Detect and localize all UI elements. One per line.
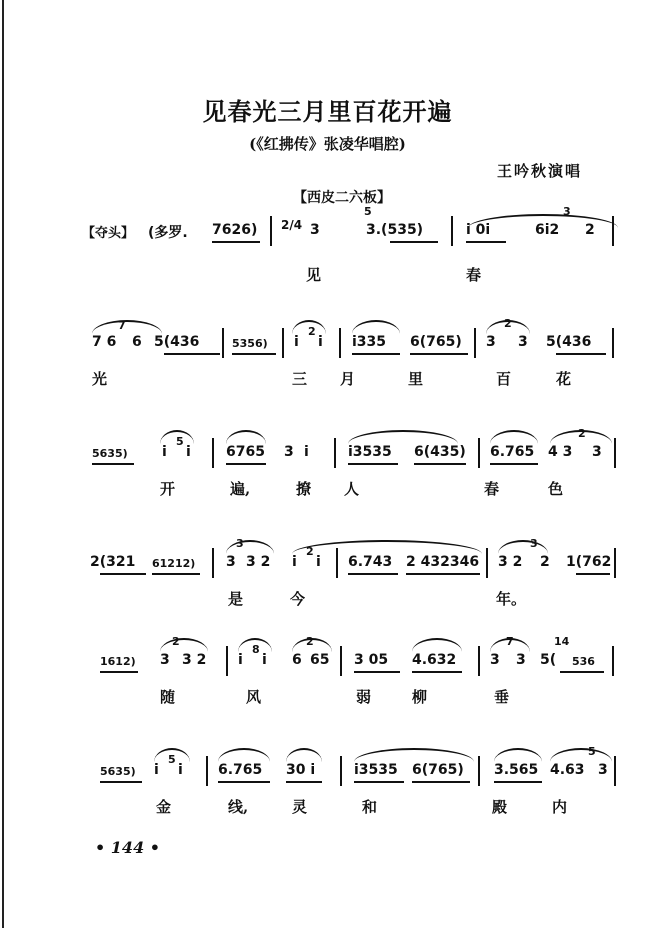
notation-row	[0, 317, 655, 360]
note-group: 536	[572, 655, 595, 668]
slur	[490, 430, 538, 444]
lyric: 殿	[492, 798, 508, 816]
note-group: 5635)	[100, 765, 136, 778]
note-group: i3535	[354, 762, 398, 778]
slur	[160, 635, 208, 652]
barline	[270, 216, 272, 246]
barline	[614, 438, 616, 468]
note-group: 7 6	[92, 334, 117, 350]
notation-row	[0, 635, 655, 678]
slur	[352, 320, 400, 334]
grace-note: 2	[306, 545, 314, 558]
lyrics-row	[0, 796, 655, 820]
barline	[614, 756, 616, 786]
underline	[560, 671, 604, 673]
grace-note: 2	[172, 635, 180, 648]
barline	[451, 216, 453, 246]
note-group: 3	[516, 652, 526, 668]
note-group: 【夺头】	[82, 226, 135, 241]
lyric: 风	[246, 688, 262, 706]
underline	[466, 241, 506, 243]
note-group: 2(321	[90, 554, 136, 570]
underline	[390, 241, 438, 243]
notation-row	[0, 427, 655, 470]
note-group: i	[316, 554, 321, 570]
note-group: 1(762	[566, 554, 612, 570]
lyric: 和	[362, 798, 378, 816]
note-group: i	[178, 762, 183, 778]
lyric: 春	[484, 480, 500, 498]
slur	[348, 430, 458, 444]
lyrics-row	[0, 368, 655, 392]
note-group: 3	[518, 334, 528, 350]
underline	[348, 573, 398, 575]
grace-note: 8	[252, 643, 260, 656]
slur	[550, 745, 612, 762]
note-group: 3	[284, 444, 294, 460]
slur	[292, 540, 482, 554]
underline	[494, 781, 542, 783]
note-group: 4.63	[550, 762, 585, 778]
underline	[100, 573, 146, 575]
slur	[226, 430, 266, 444]
slur	[226, 537, 274, 554]
underline	[286, 781, 322, 783]
grace-note: 7	[118, 319, 126, 332]
barline	[478, 438, 480, 468]
note-group: 6	[132, 334, 142, 350]
note-group: 5(436	[546, 334, 592, 350]
note-group: 65	[310, 652, 330, 668]
note-group: 4.632	[412, 652, 457, 668]
slur	[218, 748, 270, 762]
underline	[164, 353, 220, 355]
underline	[576, 573, 610, 575]
note-group: i	[294, 334, 299, 350]
lyric: 花	[556, 370, 572, 388]
grace-note: 7	[506, 635, 514, 648]
note-group: 5635)	[92, 447, 128, 460]
note-group: 5(436	[154, 334, 200, 350]
note-group: 3.(535)	[366, 222, 424, 238]
lyric: 柳	[412, 688, 428, 706]
note-group: 3.565	[494, 762, 539, 778]
note-group: i	[262, 652, 267, 668]
grace-note: 2	[578, 427, 586, 440]
barline	[474, 328, 476, 358]
lyric: 开	[160, 480, 176, 498]
lyric: 弱	[356, 688, 372, 706]
underline	[354, 781, 404, 783]
grace-note: 5	[168, 753, 176, 766]
barline	[226, 646, 228, 676]
lyric: 内	[552, 798, 568, 816]
underline	[100, 671, 138, 673]
barline	[334, 438, 336, 468]
note-group: 3	[486, 334, 496, 350]
underline	[100, 781, 142, 783]
note-group: i335	[352, 334, 387, 350]
lyric: 金	[156, 798, 172, 816]
lyric: 遍,	[230, 480, 251, 498]
note-group: i	[292, 554, 297, 570]
note-group: 5356)	[232, 337, 268, 350]
underline	[412, 781, 470, 783]
note-group: 6(765)	[410, 334, 462, 350]
underline	[412, 671, 462, 673]
note-group: i	[318, 334, 323, 350]
lyric: 百	[496, 370, 512, 388]
page-number: • 144 •	[95, 838, 160, 857]
lyric: 线,	[228, 798, 249, 816]
grace-note: 2	[308, 325, 316, 338]
note-group: 3	[592, 444, 602, 460]
notation-row	[0, 537, 655, 580]
underline	[414, 463, 466, 465]
barline	[612, 328, 614, 358]
note-group: 3 2	[182, 652, 207, 668]
note-group: 6(435)	[414, 444, 466, 460]
underline	[226, 463, 266, 465]
barline	[612, 646, 614, 676]
grace-note: 2	[306, 635, 314, 648]
note-group: i	[304, 444, 309, 460]
section-heading: 【西皮二六板】	[293, 190, 391, 206]
note-group: 3	[226, 554, 236, 570]
lyric: 里	[408, 370, 424, 388]
underline	[348, 463, 398, 465]
underline	[92, 463, 134, 465]
note-group: 30 i	[286, 762, 316, 778]
grace-note: 5	[364, 205, 372, 218]
barline	[212, 548, 214, 578]
time-signature: 2/4	[281, 218, 303, 232]
lyric: 今	[290, 590, 306, 608]
barline	[612, 216, 614, 246]
lyric: 灵	[292, 798, 308, 816]
underline	[406, 573, 480, 575]
note-group: i	[162, 444, 167, 460]
barline	[336, 548, 338, 578]
note-group: 3	[490, 652, 500, 668]
barline	[486, 548, 488, 578]
note-group: i	[154, 762, 159, 778]
note-group: 1612)	[100, 655, 136, 668]
grace-note: 3	[530, 537, 538, 550]
underline	[218, 781, 270, 783]
note-group: i	[238, 652, 243, 668]
score-line-4	[0, 537, 655, 650]
grace-note: 14	[554, 635, 570, 648]
slur	[412, 638, 462, 652]
note-group: 3	[160, 652, 170, 668]
slur	[494, 748, 542, 762]
lyric: 月	[340, 370, 356, 388]
barline	[282, 328, 284, 358]
score-line-5	[0, 635, 655, 748]
lyric: 垂	[494, 688, 510, 706]
note-group: 5(	[540, 652, 557, 668]
note-group: 6i2	[535, 222, 560, 238]
note-group: 3 2	[498, 554, 523, 570]
grace-note: 5	[176, 435, 184, 448]
note-group: 6	[292, 652, 302, 668]
note-group: i	[186, 444, 191, 460]
lyrics-row	[0, 256, 655, 284]
subtitle: (《红拂传》张凌华唱腔)	[249, 135, 406, 153]
barline	[339, 328, 341, 358]
underline	[232, 353, 276, 355]
barline	[340, 646, 342, 676]
grace-note: 3	[563, 205, 571, 218]
note-group: 6.765	[218, 762, 263, 778]
lyric: 是	[228, 590, 244, 608]
note-group: (多罗.	[148, 225, 188, 241]
barline	[340, 756, 342, 786]
lyric: 光	[92, 370, 108, 388]
barline	[614, 548, 616, 578]
note-group: 3	[598, 762, 608, 778]
score-line-1	[0, 205, 655, 318]
lyrics-row	[0, 686, 655, 710]
grace-note: 5	[588, 745, 596, 758]
note-group: 3	[310, 222, 320, 238]
slur	[498, 537, 548, 554]
grace-note: 3	[236, 537, 244, 550]
lyric: 撩	[296, 480, 312, 498]
lyric: 随	[160, 688, 176, 706]
underline	[354, 671, 400, 673]
note-group: 2	[585, 222, 595, 238]
underline	[212, 241, 260, 243]
barline	[222, 328, 224, 358]
barline	[206, 756, 208, 786]
note-group: 6(765)	[412, 762, 464, 778]
notation-row	[0, 205, 655, 248]
barline	[478, 756, 480, 786]
lyric: 三	[292, 370, 308, 388]
slur	[354, 748, 474, 762]
note-group: 7626)	[212, 222, 258, 238]
underline	[352, 353, 400, 355]
page-title: 见春光三月里百花开遍	[202, 98, 453, 126]
note-group: 2	[540, 554, 550, 570]
lyric: 见	[306, 266, 322, 284]
lyric: 色	[548, 480, 564, 498]
note-group: 6765	[226, 444, 265, 460]
notation-row	[0, 745, 655, 788]
slur	[92, 320, 162, 334]
note-group: i3535	[348, 444, 392, 460]
note-group: 2 432346	[406, 554, 480, 570]
lyric: 年。	[496, 590, 527, 608]
note-group: 6.743	[348, 554, 393, 570]
note-group: 61212)	[152, 557, 196, 570]
score-line-2	[0, 317, 655, 430]
lyric: 人	[344, 480, 360, 498]
underline	[152, 573, 200, 575]
note-group: 6.765	[490, 444, 535, 460]
underline	[556, 353, 606, 355]
note-group: 3 2	[246, 554, 271, 570]
underline	[490, 463, 538, 465]
lyrics-row	[0, 478, 655, 502]
lyric: 春	[466, 266, 482, 284]
note-group: 4 3	[548, 444, 573, 460]
lyrics-row	[0, 588, 655, 612]
score-line-3	[0, 427, 655, 540]
note-group: i 0i	[466, 222, 491, 238]
slur	[286, 748, 322, 762]
note-group: 3 05	[354, 652, 389, 668]
barline	[212, 438, 214, 468]
grace-note: 2	[504, 317, 512, 330]
barline	[478, 646, 480, 676]
performer-credit: 王吟秋演唱	[497, 162, 583, 180]
underline	[410, 353, 468, 355]
